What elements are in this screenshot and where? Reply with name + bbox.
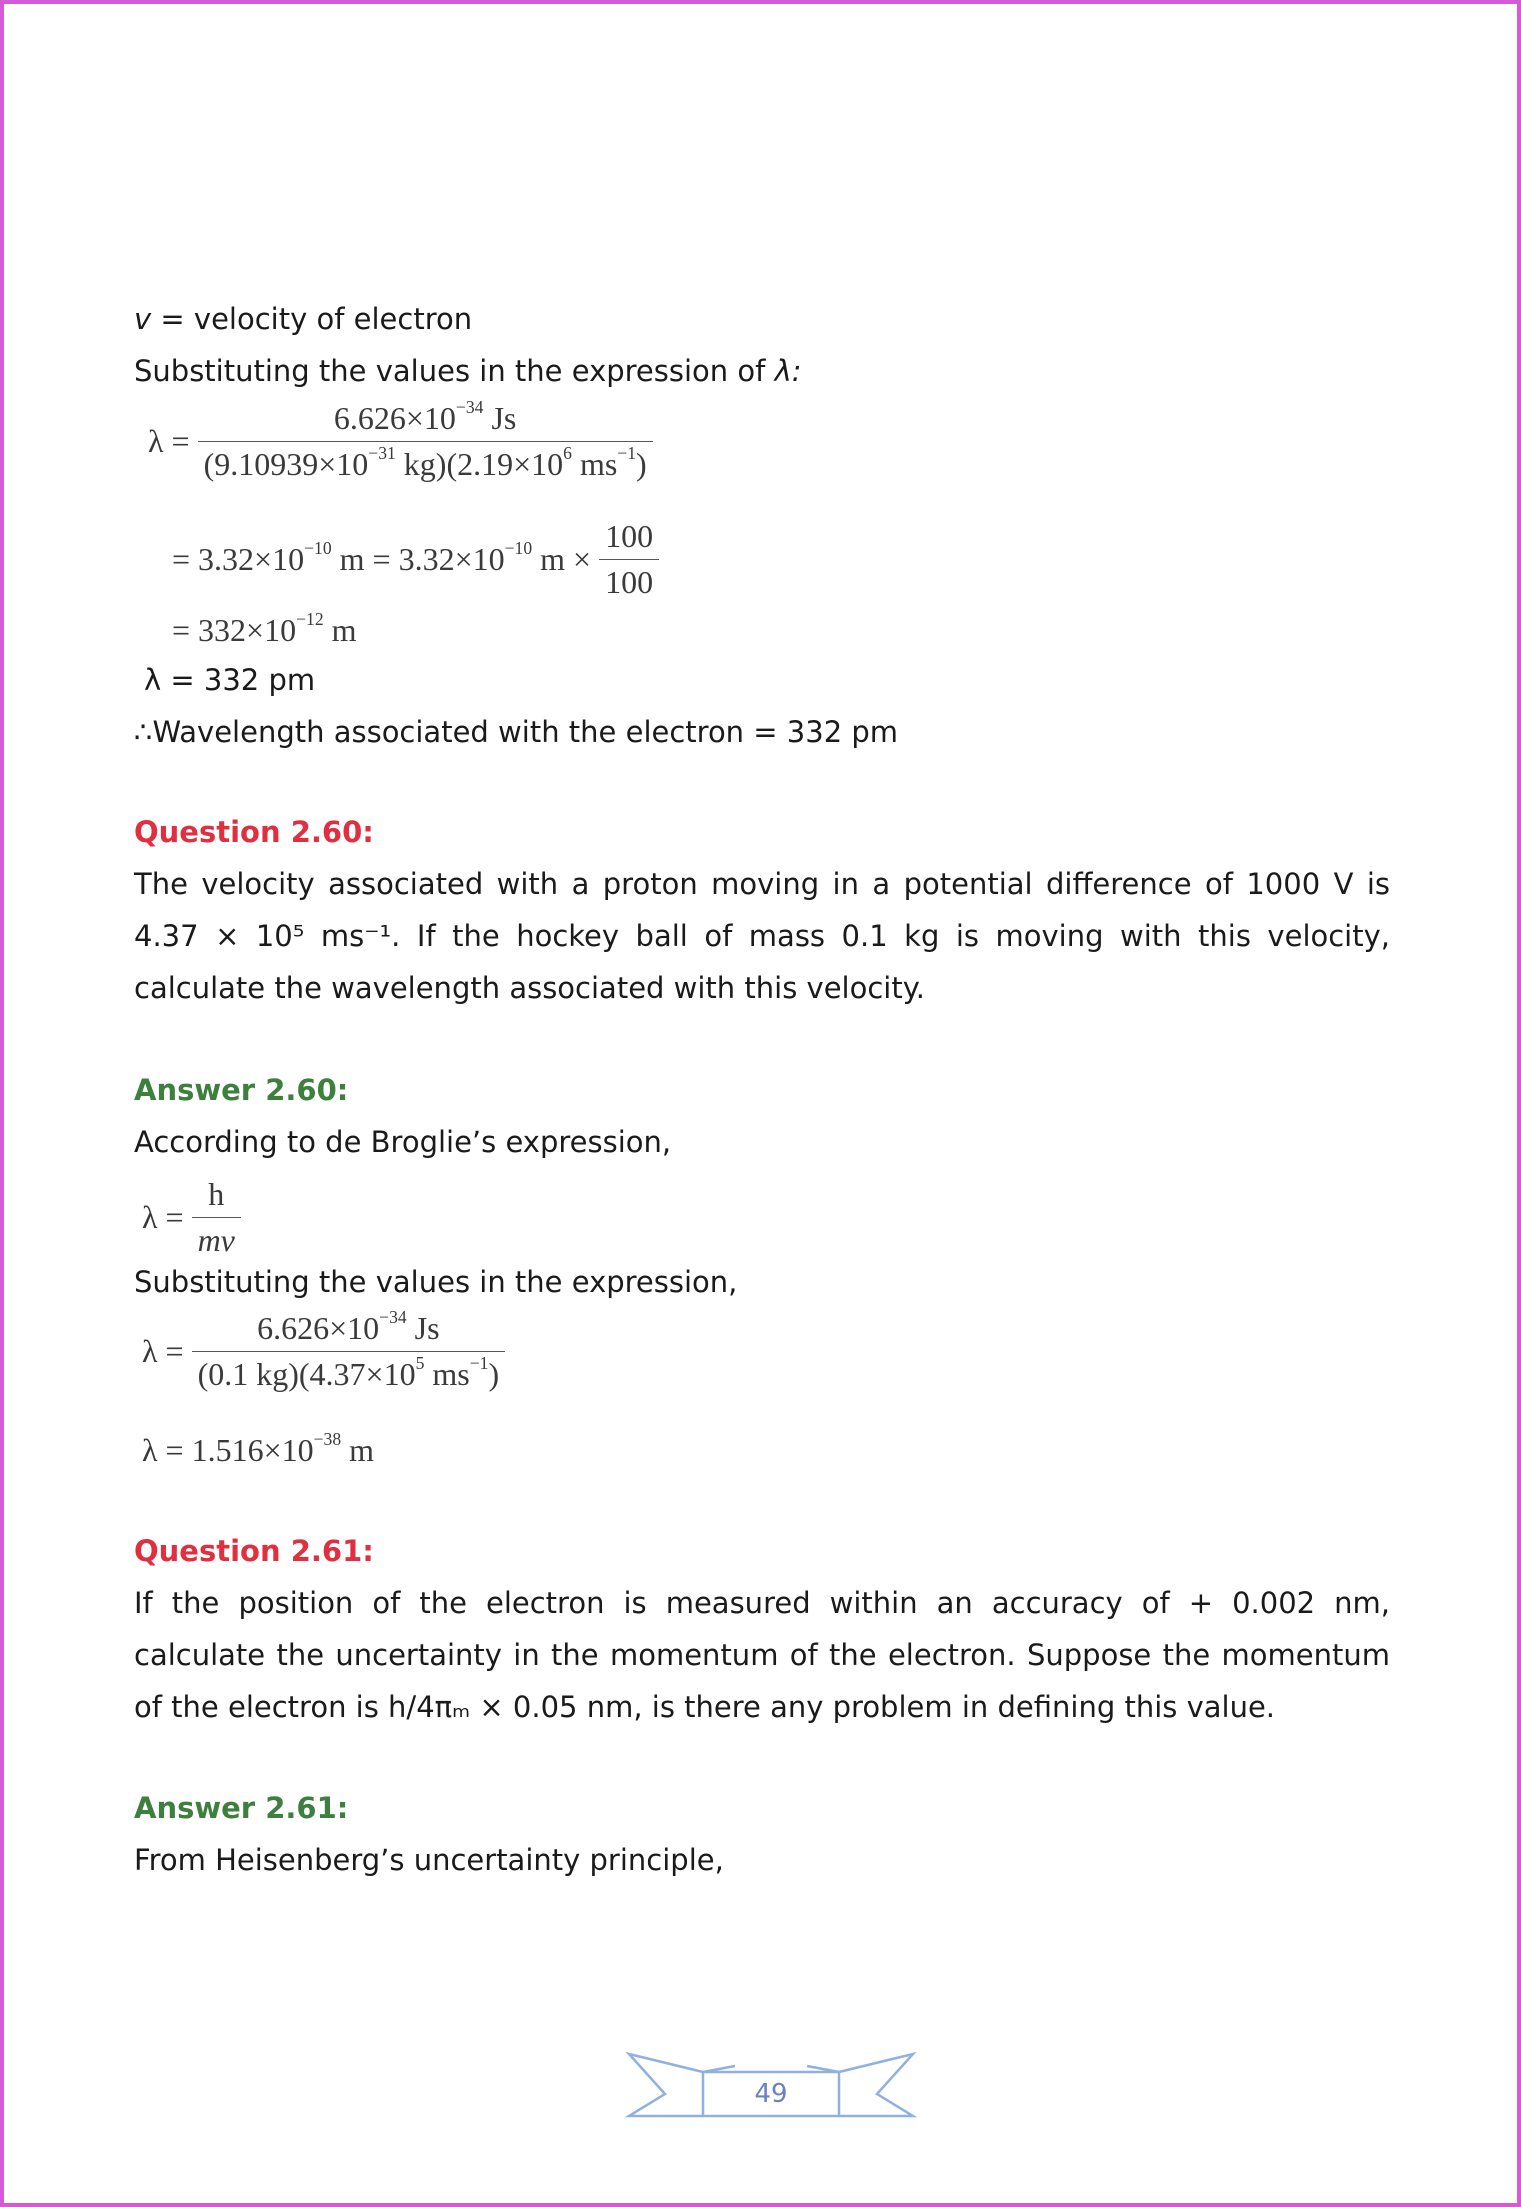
answer-2-60 — [134, 1064, 1390, 1168]
page-number: 49 — [754, 2079, 788, 2109]
substitution-text: Substituting the values in the expression of — [134, 354, 775, 388]
answer-2-60-intro: According to de Broglie’s expression, — [134, 1125, 672, 1159]
question-2-61-body: If the position of the electron is measured within an accuracy of + 0.002 nm, calculate the uncertainty in the momentum of the electron. Suppose the momentum of the electron is h/4πₘ × 0.05 nm, is there any problem in defining this value. — [134, 1586, 1390, 1724]
lambda-result-block — [134, 654, 1390, 758]
answer-2-61 — [134, 1782, 1390, 1886]
de-broglie-equation: λ = $\frac{h}{mv}$ — [142, 1176, 241, 1259]
page-number-ribbon — [625, 2052, 917, 2134]
lambda-symbol: λ: — [774, 354, 802, 388]
v-symbol: v — [134, 302, 152, 336]
question-2-61-heading: Question 2.61: — [134, 1534, 374, 1568]
de-broglie-fraction: $\frac{h}{mv}$ — [192, 1176, 241, 1259]
question-2-60-heading: Question 2.60: — [134, 815, 374, 849]
eq1-fraction — [198, 397, 653, 483]
equation-lambda-fraction — [148, 397, 653, 483]
answer-2-61-heading: Answer 2.61: — [134, 1791, 349, 1825]
equation-lambda-value: = $3.32\times 10^{-10}$ $m = 3.32\times 10^{-10}$ m × $\frac{100}{100}$ — [172, 518, 659, 601]
velocity-definition — [134, 293, 1390, 397]
equation-hockey-ball: λ = $\frac{6.626\times 10^{-34} Js}{(0.1 kg)(4.37\times 10^5 ms^{-1})}$ — [142, 1310, 505, 1393]
answer-2-60-subst: Substituting the values in the expression, — [134, 1265, 738, 1299]
equation-hockey-result: $\lambda = 1.516\times 10^{-38}$ m — [142, 1429, 375, 1468]
answer-2-60-heading: Answer 2.60: — [134, 1073, 349, 1107]
question-2-60 — [134, 806, 1390, 1014]
eq1-lhs: λ = — [148, 423, 190, 459]
eq1-denominator: ($9.10939\times 10^{-31}$ $kg)(2.19\times 10^6$ $ms^{-1}$) — [198, 441, 653, 483]
question-2-61 — [134, 1525, 1390, 1733]
answer-2-61-intro: From Heisenberg’s uncertainty principle, — [134, 1843, 724, 1877]
v-definition: = velocity of electron — [151, 302, 473, 336]
eq1-numerator: $6.626\times 10^{-34}$ Js — [333, 397, 517, 436]
question-2-60-body: The velocity associated with a proton moving in a potential difference of 1000 V is 4.37 × 10⁵ ms⁻¹. If the hockey ball of mass 0.1 kg is moving with this velocity, calculate the wavelength associated with this velocity. — [134, 867, 1390, 1005]
hockey-fraction: $\frac{6.626\times 10^{-34} Js}{(0.1 kg)(4.37\times 10^5 ms^{-1})}$ — [192, 1310, 506, 1393]
lambda-result: λ = 332 pm — [144, 663, 316, 697]
eq2-fraction: $\frac{100}{100}$ — [599, 518, 659, 601]
wavelength-conclusion: ∴Wavelength associated with the electron = 332 pm — [134, 715, 899, 749]
equation-lambda-pm: = $332\times 10^{-12}$ m — [172, 609, 357, 648]
